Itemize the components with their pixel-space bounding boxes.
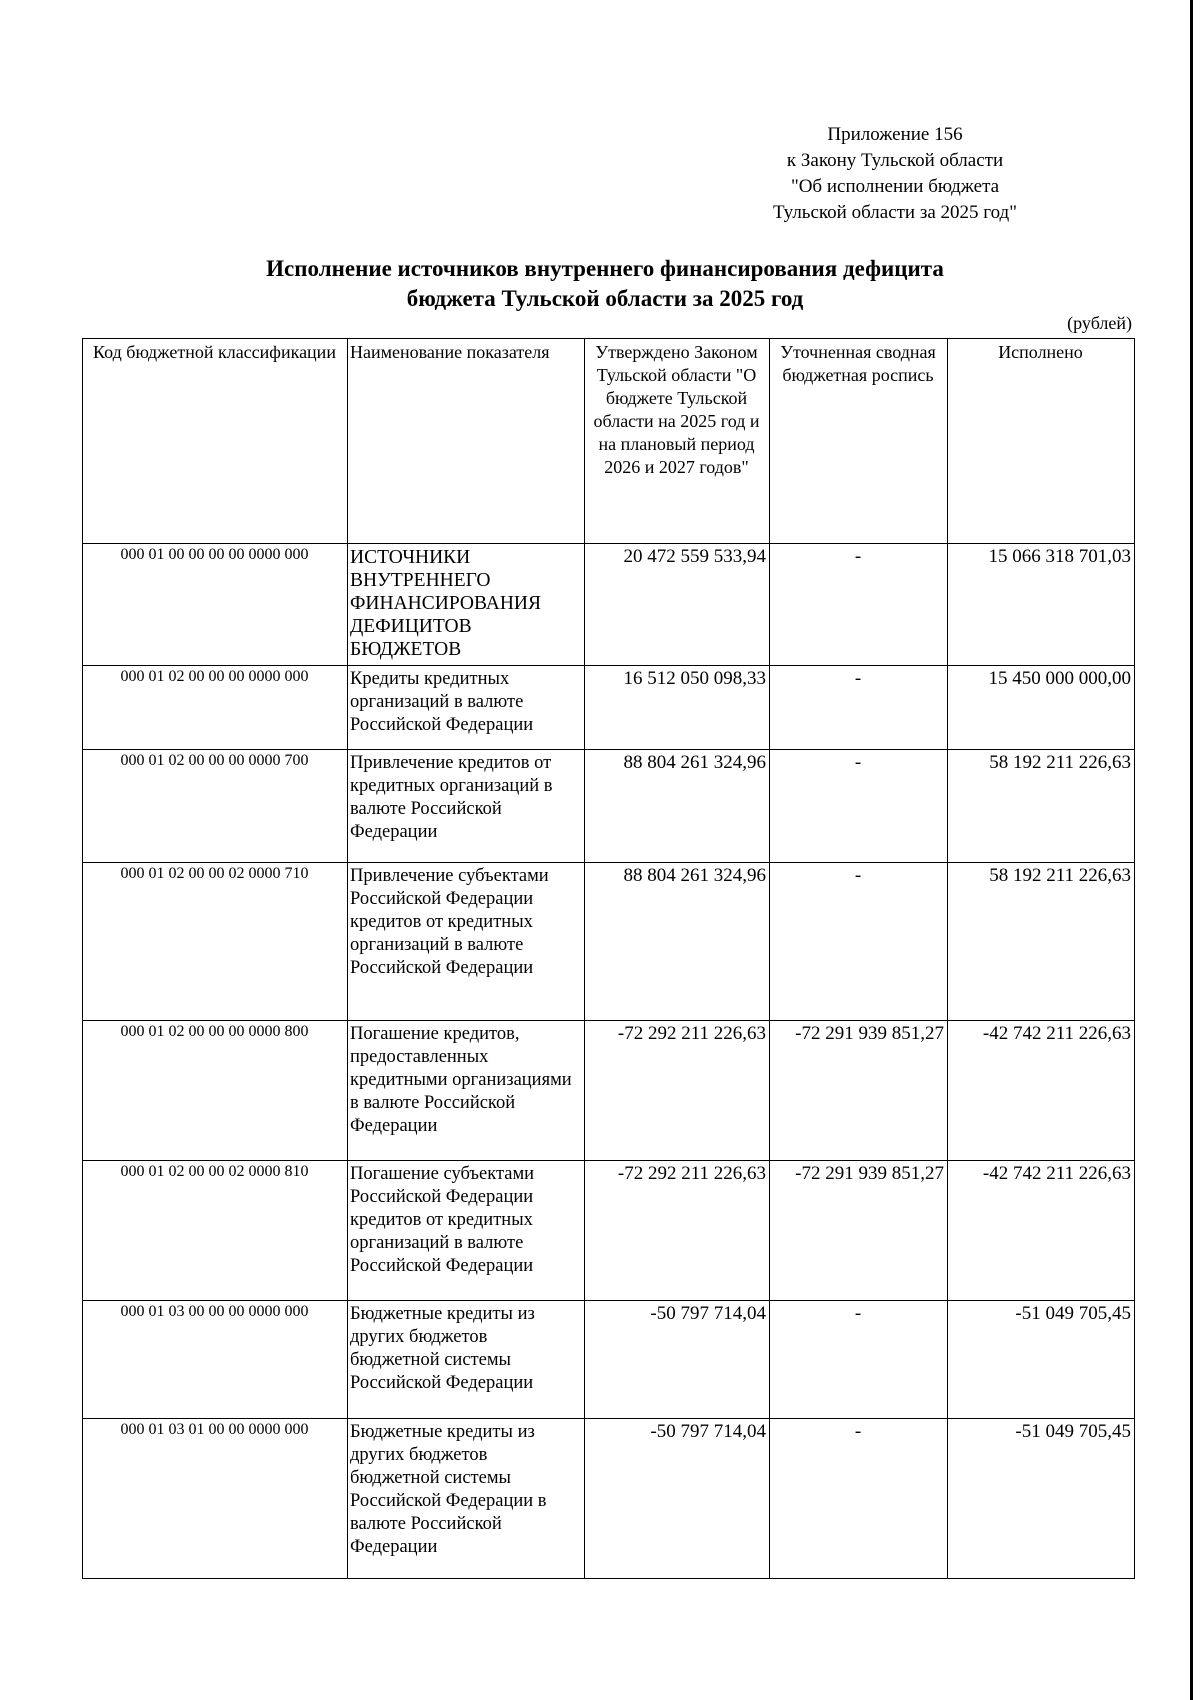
row-approved: 88 804 261 324,96 [585, 750, 770, 863]
row-executed: -51 049 705,45 [948, 1301, 1135, 1419]
row-approved: 16 512 050 098,33 [585, 666, 770, 750]
header-revised: Уточненная сводная бюджетная роспись [770, 339, 948, 544]
row-approved: -72 292 211 226,63 [585, 1161, 770, 1301]
row-code: 000 01 02 00 00 02 0000 810 [83, 1161, 348, 1301]
header-executed: Исполнено [948, 339, 1135, 544]
budget-sources-table [82, 338, 1135, 1579]
row-executed: 58 192 211 226,63 [948, 750, 1135, 863]
row-revised: - [770, 1301, 948, 1419]
row-executed: 15 066 318 701,03 [948, 544, 1135, 666]
row-executed: 58 192 211 226,63 [948, 863, 1135, 1021]
annex-line-4: Тульской области за 2025 год" [773, 202, 1017, 223]
table-header [83, 339, 1135, 544]
row-revised: - [770, 544, 948, 666]
row-code: 000 01 02 00 00 00 0000 000 [83, 666, 348, 750]
document-title [0, 254, 1200, 314]
row-approved: 20 472 559 533,94 [585, 544, 770, 666]
row-approved: -50 797 714,04 [585, 1419, 770, 1579]
table-row [83, 863, 1135, 1021]
row-approved: -50 797 714,04 [585, 1301, 770, 1419]
annex-line-3: "Об исполнении бюджета [790, 176, 1000, 197]
header-code: Код бюджетной классификации [83, 339, 348, 544]
header-approved: Утверждено Законом Тульской области "О бюджете Тульской области на 2025 год и на плановый период 2026 и 2027 годов" [585, 339, 770, 544]
row-code: 000 01 02 00 00 02 0000 710 [83, 863, 348, 1021]
row-code: 000 01 03 00 00 00 0000 000 [83, 1301, 348, 1419]
row-name: Привлечение кредитов от кредитных организаций в валюте Российской Федерации [348, 750, 585, 863]
annex-note [720, 122, 1070, 226]
row-approved: -72 292 211 226,63 [585, 1021, 770, 1161]
table-row [83, 1161, 1135, 1301]
title-line-2: бюджета Тульской области за 2025 год [406, 286, 804, 311]
table-body [83, 544, 1135, 1579]
units-label: (рублей) [1067, 313, 1132, 333]
row-revised: - [770, 666, 948, 750]
row-name: Погашение кредитов, предоставленных кредитными организациями в валюте Российской Федерации [348, 1021, 585, 1161]
row-code: 000 01 03 01 00 00 0000 000 [83, 1419, 348, 1579]
row-approved: 88 804 261 324,96 [585, 863, 770, 1021]
title-line-1: Исполнение источников внутреннего финансирования дефицита [266, 256, 944, 281]
row-code: 000 01 02 00 00 00 0000 800 [83, 1021, 348, 1161]
row-code: 000 01 00 00 00 00 0000 000 [83, 544, 348, 666]
row-name: Кредиты кредитных организаций в валюте Российской Федерации [348, 666, 585, 750]
table-row [83, 1021, 1135, 1161]
row-code: 000 01 02 00 00 00 0000 700 [83, 750, 348, 863]
row-revised: - [770, 863, 948, 1021]
row-name: Привлечение субъектами Российской Федерации кредитов от кредитных организаций в валюте Российской Федерации [348, 863, 585, 1021]
table-row [83, 544, 1135, 666]
table-row [83, 1301, 1135, 1419]
row-executed: 15 450 000 000,00 [948, 666, 1135, 750]
row-executed: -42 742 211 226,63 [948, 1021, 1135, 1161]
row-name: ИСТОЧНИКИ ВНУТРЕННЕГО ФИНАНСИРОВАНИЯ ДЕФИЦИТОВ БЮДЖЕТОВ [348, 544, 585, 666]
table-row [83, 750, 1135, 863]
row-name: Бюджетные кредиты из других бюджетов бюджетной системы Российской Федерации [348, 1301, 585, 1419]
table-row [83, 666, 1135, 750]
row-revised: - [770, 1419, 948, 1579]
row-executed: -51 049 705,45 [948, 1419, 1135, 1579]
annex-line-1: Приложение 156 [827, 124, 963, 145]
row-revised: - [770, 750, 948, 863]
annex-line-2: к Закону Тульской области [786, 150, 1004, 171]
table-row [83, 1419, 1135, 1579]
header-row [83, 339, 1135, 544]
row-revised: -72 291 939 851,27 [770, 1021, 948, 1161]
row-executed: -42 742 211 226,63 [948, 1161, 1135, 1301]
header-name: Наименование показателя [348, 339, 585, 544]
row-revised: -72 291 939 851,27 [770, 1161, 948, 1301]
row-name: Погашение субъектами Российской Федерации кредитов от кредитных организаций в валюте Российской Федерации [348, 1161, 585, 1301]
row-name: Бюджетные кредиты из других бюджетов бюджетной системы Российской Федерации в валюте Российской Федерации [348, 1419, 585, 1579]
